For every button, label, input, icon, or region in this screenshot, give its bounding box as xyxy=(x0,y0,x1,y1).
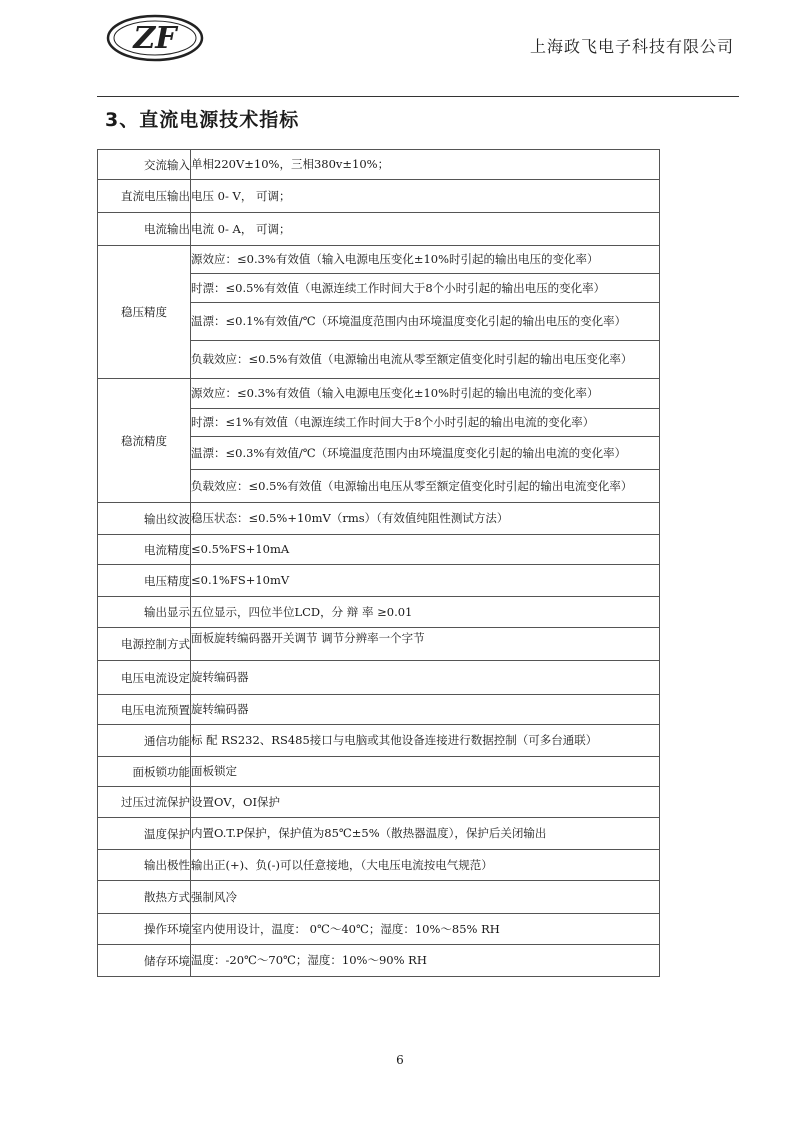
row-label: 储存环境 xyxy=(98,945,191,977)
row-value: 时漂：≤0.5%有效值（电源连续工作时间大于8个小时引起的输出电压的变化率） xyxy=(191,274,660,303)
table-row xyxy=(98,881,660,914)
table-row xyxy=(98,565,660,597)
row-value: 面板锁定 xyxy=(191,757,660,787)
table-row xyxy=(98,850,660,881)
table-row xyxy=(98,787,660,818)
table-row xyxy=(98,150,660,180)
row-label: 电压精度 xyxy=(98,565,191,597)
table-row xyxy=(98,914,660,945)
row-value: 电压 0- V， 可调； xyxy=(191,180,660,213)
table-row xyxy=(98,725,660,757)
row-label: 通信功能 xyxy=(98,725,191,757)
svg-text:ZF: ZF xyxy=(133,21,177,56)
row-value: 强制风冷 xyxy=(191,881,660,914)
row-label: 面板锁功能 xyxy=(98,757,191,787)
table-row xyxy=(98,818,660,850)
row-value: 源效应：≤0.3%有效值（输入电源电压变化±10%时引起的输出电压的变化率） xyxy=(191,246,660,274)
row-value: 温漂：≤0.1%有效值/℃（环境温度范围内由环境温度变化引起的输出电压的变化率） xyxy=(191,303,660,341)
table-row xyxy=(98,695,660,725)
row-label: 稳流精度 xyxy=(98,379,191,503)
row-value: 负载效应：≤0.5%有效值（电源输出电压从零至额定值变化时引起的输出电流变化率） xyxy=(191,470,660,503)
row-label: 电流精度 xyxy=(98,535,191,565)
table-row xyxy=(98,661,660,695)
section-title: 3、直流电源技术指标 xyxy=(105,109,300,131)
table-row xyxy=(98,945,660,977)
row-value: 标 配 RS232、RS485接口与电脑或其他设备连接进行数据控制（可多台通联） xyxy=(191,725,660,757)
table-row xyxy=(98,535,660,565)
row-label: 稳压精度 xyxy=(98,246,191,379)
row-label: 过压过流保护 xyxy=(98,787,191,818)
row-label: 电源控制方式 xyxy=(98,628,191,661)
company-logo xyxy=(105,12,205,64)
row-value: 输出正(+)、负(-)可以任意接地，（大电压电流按电气规范） xyxy=(191,850,660,881)
table-row xyxy=(98,180,660,213)
row-value: 旋转编码器 xyxy=(191,661,660,695)
row-value: 内置O.T.P保护，保护值为85℃±5%（散热器温度），保护后关闭输出 xyxy=(191,818,660,850)
table-row xyxy=(98,757,660,787)
row-label: 操作环境 xyxy=(98,914,191,945)
row-label: 电流输出 xyxy=(98,213,191,246)
header-divider xyxy=(97,96,739,97)
row-label: 输出显示 xyxy=(98,597,191,628)
table-row xyxy=(98,246,660,274)
row-value: 面板旋转编码器开关调节 调节分辨率一个字节 xyxy=(191,628,660,661)
row-value: 电流 0- A， 可调； xyxy=(191,213,660,246)
row-value: 温漂：≤0.3%有效值/℃（环境温度范围内由环境温度变化引起的输出电流的变化率） xyxy=(191,437,660,470)
row-value: 时漂：≤1%有效值（电源连续工作时间大于8个小时引起的输出电流的变化率） xyxy=(191,409,660,437)
row-value: 源效应：≤0.3%有效值（输入电源电压变化±10%时引起的输出电流的变化率） xyxy=(191,379,660,409)
row-value: 设置OV，OI保护 xyxy=(191,787,660,818)
row-label: 输出纹波 xyxy=(98,503,191,535)
row-label: 电压电流预置 xyxy=(98,695,191,725)
row-label: 输出极性 xyxy=(98,850,191,881)
table-row xyxy=(98,628,660,661)
row-value: 稳压状态：≤0.5%+10mV（rms）（有效值纯阻性测试方法） xyxy=(191,503,660,535)
row-label: 交流输入 xyxy=(98,150,191,180)
zf-logo-icon xyxy=(105,12,205,64)
row-value: ≤0.1%FS+10mV xyxy=(191,565,660,597)
row-label: 温度保护 xyxy=(98,818,191,850)
row-value: 单相220V±10%，三相380v±10%； xyxy=(191,150,660,180)
row-value: 室内使用设计，温度： 0℃～40℃；湿度：10%～85% RH xyxy=(191,914,660,945)
table-row xyxy=(98,503,660,535)
table-row xyxy=(98,379,660,409)
row-label: 直流电压输出 xyxy=(98,180,191,213)
table-row xyxy=(98,597,660,628)
row-label: 电压电流设定 xyxy=(98,661,191,695)
row-value: 五位显示，四位半位LCD，分 辩 率 ≥0.01 xyxy=(191,597,660,628)
spec-table xyxy=(97,149,660,977)
company-name: 上海政飞电子科技有限公司 xyxy=(529,37,734,56)
row-value: 旋转编码器 xyxy=(191,695,660,725)
row-value: 温度：-20℃～70℃；湿度：10%～90% RH xyxy=(191,945,660,977)
table-row xyxy=(98,213,660,246)
row-value: ≤0.5%FS+10mA xyxy=(191,535,660,565)
page-number: 6 xyxy=(396,1053,404,1067)
row-label: 散热方式 xyxy=(98,881,191,914)
row-value: 负载效应：≤0.5%有效值（电源输出电流从零至额定值变化时引起的输出电压变化率） xyxy=(191,341,660,379)
